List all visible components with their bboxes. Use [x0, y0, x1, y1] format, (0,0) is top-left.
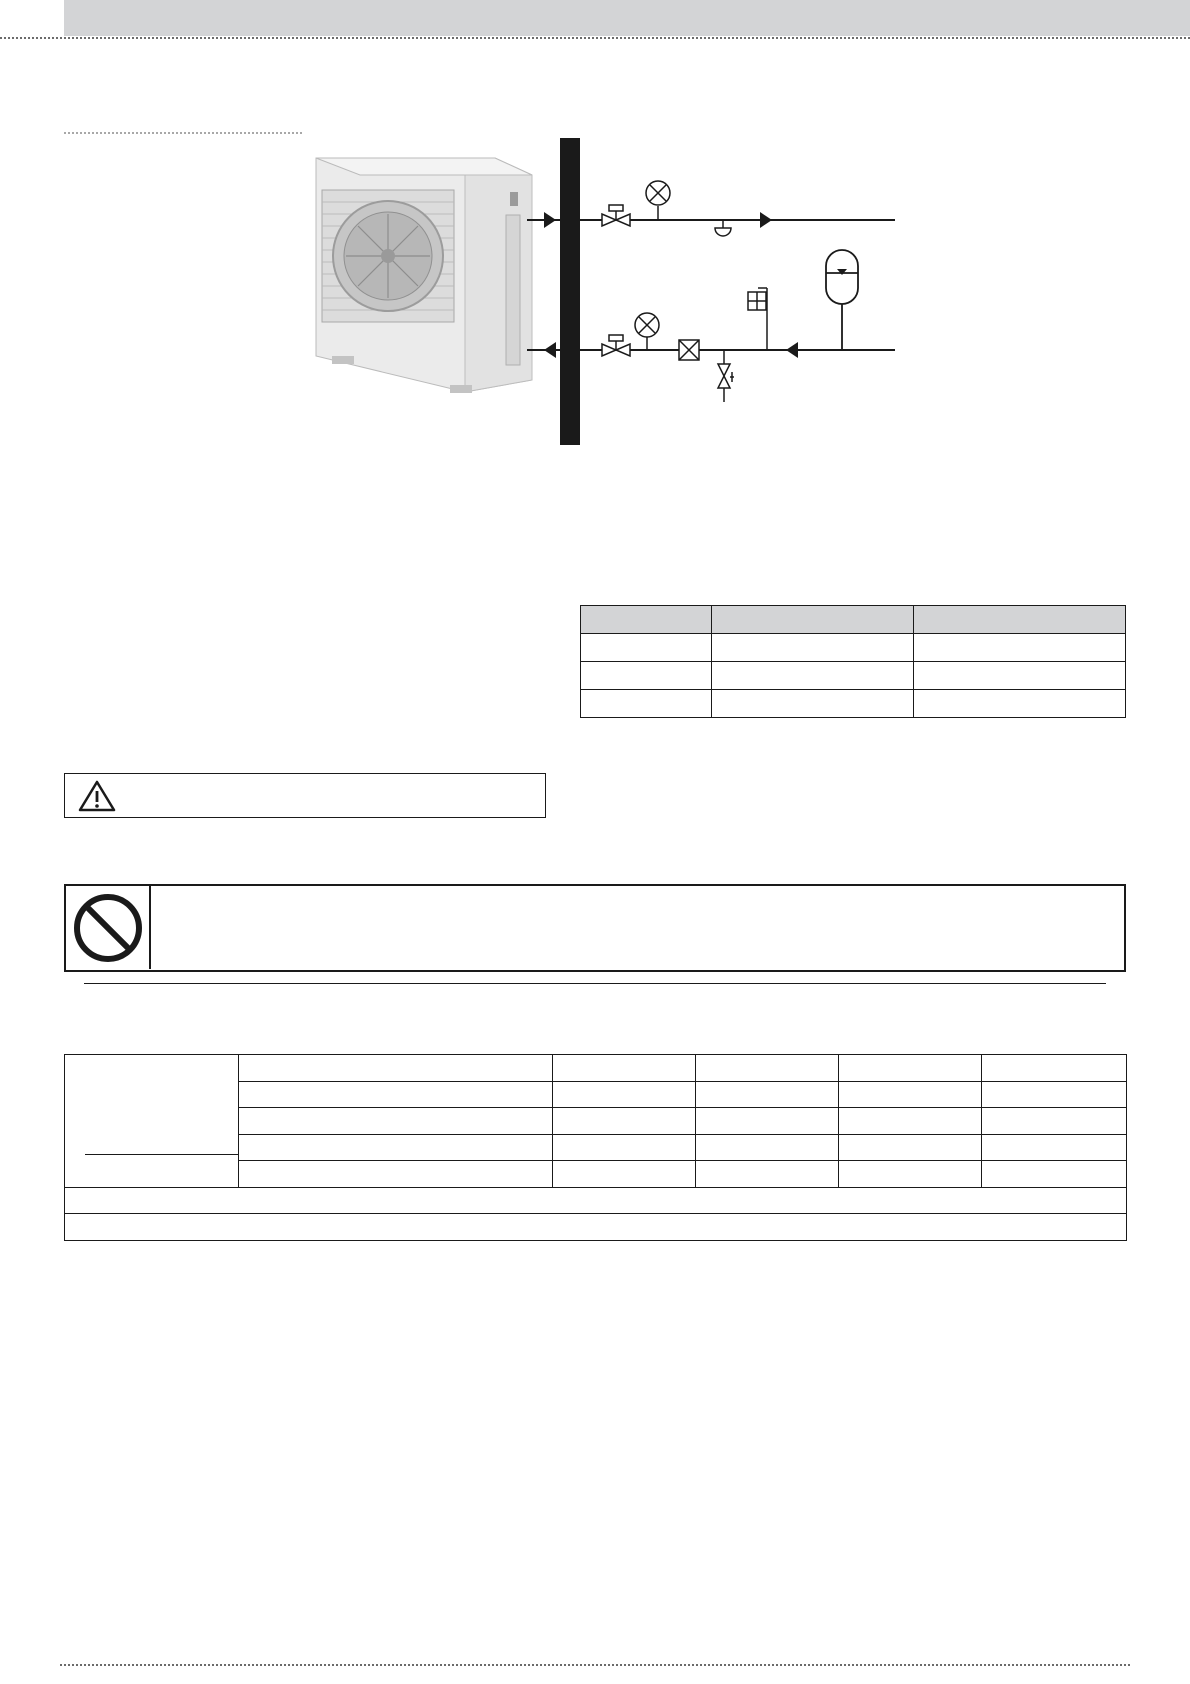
table-cell	[712, 690, 914, 718]
table-cell	[553, 1134, 696, 1161]
table-row	[65, 1187, 1127, 1214]
table-header-cell	[914, 606, 1126, 634]
table-cell	[553, 1081, 696, 1108]
air-vent-icon	[715, 220, 731, 236]
flow-arrow-icon	[544, 212, 556, 228]
table-row	[65, 1055, 1127, 1082]
table-cell	[239, 1081, 553, 1108]
table-cell	[839, 1134, 982, 1161]
prohibition-icon-cell	[66, 886, 151, 969]
table-header-cell	[581, 606, 712, 634]
expansion-vessel-icon	[826, 250, 858, 350]
table-note-cell	[65, 1187, 1127, 1214]
flow-arrow-icon	[760, 212, 772, 228]
table-cell	[982, 1081, 1127, 1108]
table-cell	[839, 1108, 982, 1135]
table-note-cell	[65, 1214, 1127, 1241]
table-cell	[982, 1055, 1127, 1082]
pressure-gauge-icon	[635, 313, 659, 350]
outdoor-unit-image	[316, 158, 532, 393]
shutoff-valve-icon	[602, 205, 630, 226]
table-cell	[696, 1161, 839, 1188]
table-cell	[239, 1161, 553, 1188]
footer-divider	[60, 1664, 1130, 1666]
table-cell	[553, 1055, 696, 1082]
table-cell	[696, 1108, 839, 1135]
flow-switch-icon	[748, 288, 767, 350]
table-cell	[581, 634, 712, 662]
table-cell	[696, 1055, 839, 1082]
table-cell	[914, 662, 1126, 690]
table-cell	[712, 662, 914, 690]
wall-section	[560, 138, 580, 445]
separator-line	[84, 983, 1106, 984]
table-cell	[982, 1161, 1127, 1188]
table-cell	[839, 1161, 982, 1188]
table-row	[581, 634, 1126, 662]
pipe-size-table	[580, 605, 1126, 718]
installation-figure	[300, 130, 900, 450]
warning-triangle-icon	[77, 779, 117, 813]
flow-arrow-icon	[786, 342, 798, 358]
prohibited-icon	[72, 892, 144, 964]
table-cell	[239, 1134, 553, 1161]
table-cell	[696, 1134, 839, 1161]
table-row	[65, 1214, 1127, 1241]
table-header-row	[581, 606, 1126, 634]
table-cell	[581, 662, 712, 690]
table-cell	[982, 1108, 1127, 1135]
table-cell	[839, 1055, 982, 1082]
table-cell	[553, 1108, 696, 1135]
spec-table	[64, 1054, 1127, 1241]
table-cell	[581, 690, 712, 718]
table-cell	[914, 634, 1126, 662]
table-cell	[982, 1134, 1127, 1161]
prohibition-box	[64, 884, 1126, 972]
pressure-gauge-icon	[646, 181, 670, 220]
section-divider	[64, 132, 302, 134]
table-cell	[914, 690, 1126, 718]
caution-box	[64, 773, 546, 818]
spec-label-cell	[65, 1055, 239, 1188]
table-cell	[239, 1055, 553, 1082]
header-bar	[64, 0, 1190, 36]
header-divider	[0, 37, 1190, 39]
shutoff-valve-icon	[602, 335, 630, 356]
table-cell	[239, 1108, 553, 1135]
table-cell	[553, 1161, 696, 1188]
drain-valve-icon	[718, 350, 734, 402]
table-row	[581, 690, 1126, 718]
table-row	[581, 662, 1126, 690]
table-cell	[712, 634, 914, 662]
flow-arrow-icon	[544, 342, 556, 358]
table-header-cell	[712, 606, 914, 634]
table-cell	[839, 1081, 982, 1108]
table-cell	[696, 1081, 839, 1108]
filter-icon	[679, 340, 699, 360]
label-underline	[85, 1154, 239, 1155]
